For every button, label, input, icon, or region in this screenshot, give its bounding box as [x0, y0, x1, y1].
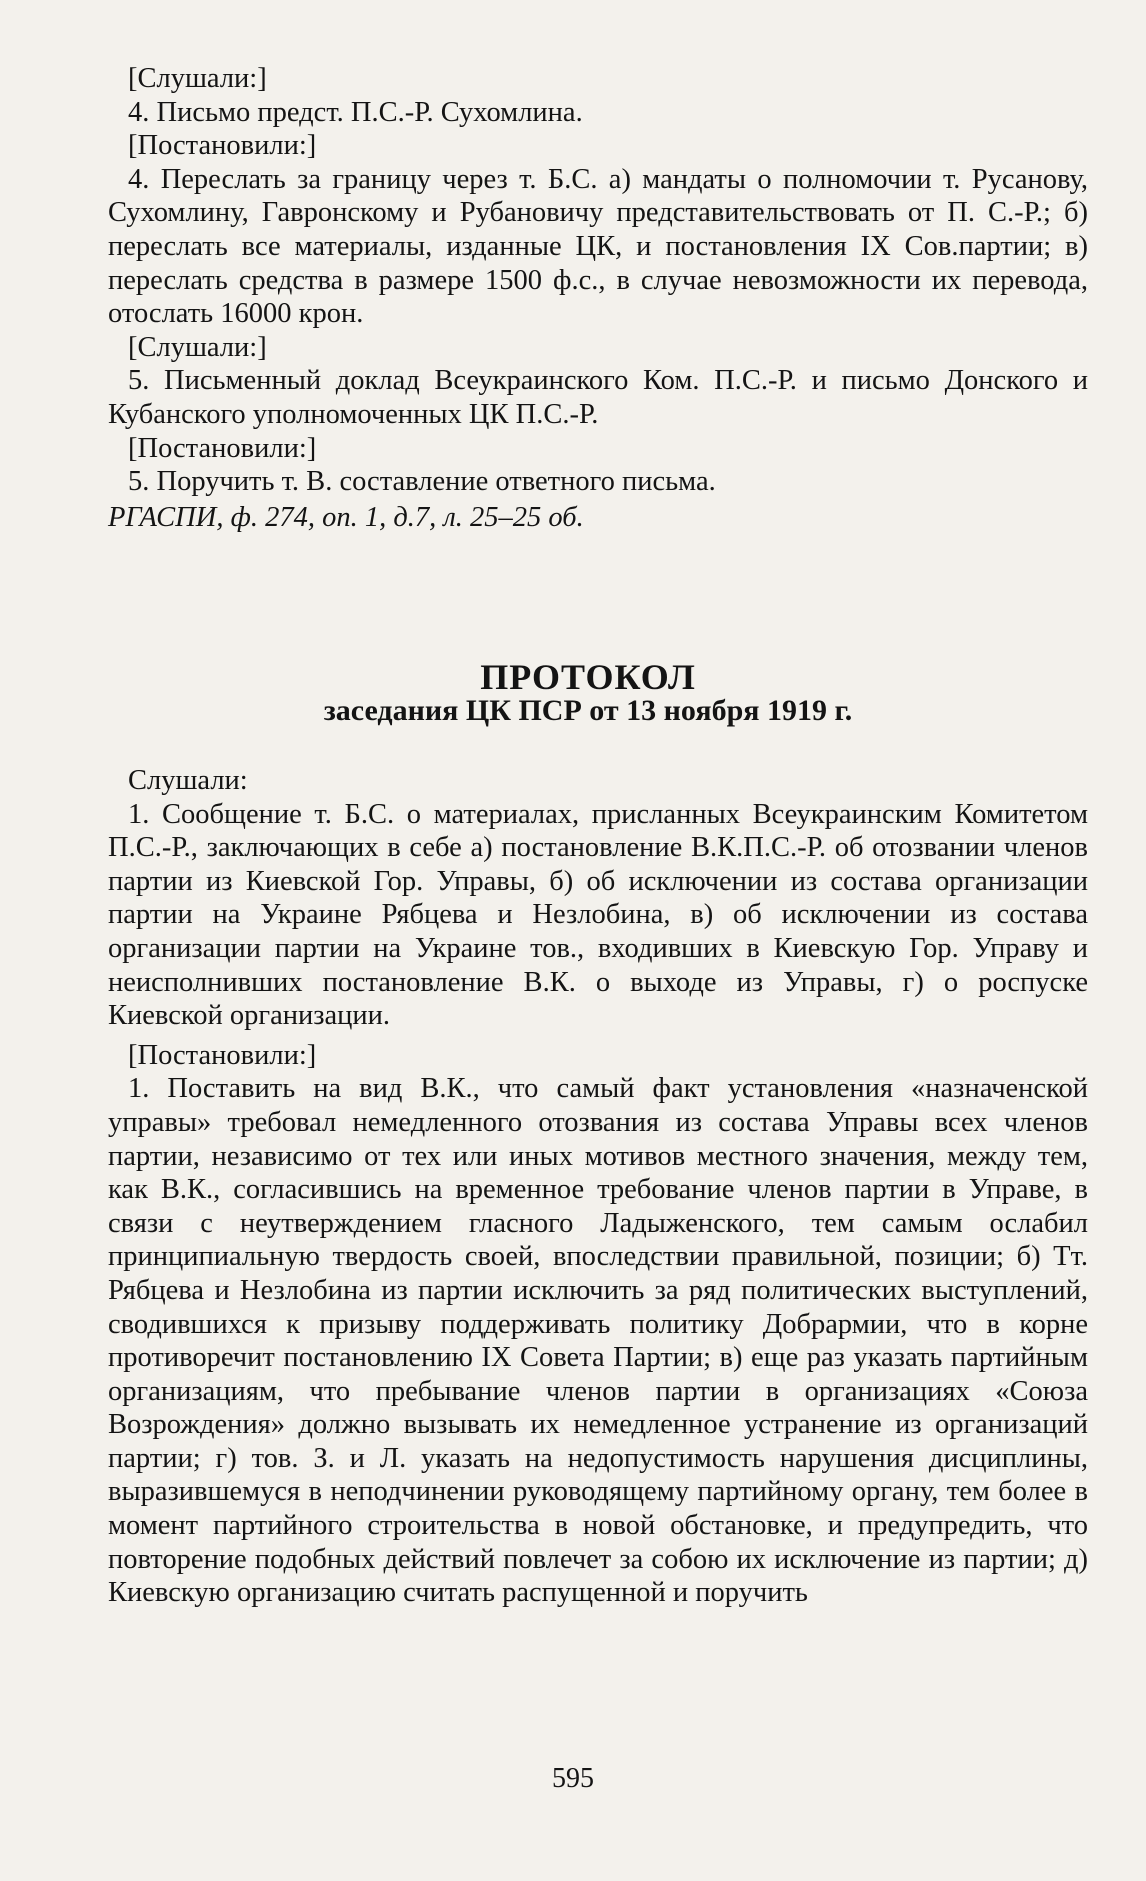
top-section — [108, 62, 1088, 534]
item-5-heard: 5. Письменный доклад Всеукраинского Ком. П.С.-Р. и письмо Донского и Кубанского уполномоченных ЦК П.С.-Р. — [108, 365, 1088, 430]
protocol-title: ПРОТОКОЛ — [480, 657, 696, 697]
resolved-label-3: [Постановили:] — [128, 1039, 317, 1071]
item-1-resolved: 1. Поставить на вид В.К., что самый факт установления «назначенской управы» требовал немедленного отозвания из состава Управы всех членов партии, независимо от тех или иных мотивов местного значения, между тем, как В.К., согласившись на временное требование членов партии в Управе, в связи с неутверждением гласного Ладыженского, тем самым ослабил принципиальную твердость своей, впоследствии правильной, позиции; б) Тт. Рябцева и Незлобина из партии исключить за ряд политических выступлений, сводившихся к призыву поддерживать политику Добрармии, что в корне противоречит постановлению IX Совета Партии; в) еще раз указать партийным организациям, что пребывание членов партии в организациях «Союза Возрождения» должно вызывать их немедленное устранение из организаций партии; г) тов. З. и Л. указать на недопустимость нарушения дисциплины, выразившемуся в неподчинении руководящему партийному органу, тем более в момент партийного строительства в новой обстановке, и предупредить, что повторение подобных действий повлечет за собою их исключение из партии; д) Киевскую организацию считать распущенной и поручить — [108, 1073, 1088, 1609]
item-5-resolved: 5. Поручить т. В. составление ответного письма. — [128, 466, 716, 498]
page-number: 595 — [552, 1763, 594, 1794]
resolved-label-2: [Постановили:] — [128, 432, 317, 464]
item-4-resolved: 4. Переслать за границу через т. Б.С. а) мандаты о полномочии т. Русанову, Сухомлину, Гавронскому и Рубановичу представительствовать от П. С.-Р.; б) переслать все материалы, изданные ЦК, и постановления IX Сов.партии; в) переслать средства в размере 1500 ф.с., в случае невозможности их перевода, отослать 16000 крон. — [108, 163, 1088, 330]
archive-source: РГАСПИ, ф. 274, оп. 1, д.7, л. 25–25 об. — [108, 501, 584, 533]
item-4-heard: 4. Письмо предст. П.С.-Р. Сухомлина. — [128, 96, 583, 128]
heard-label-2: [Слушали:] — [128, 331, 267, 363]
heard-label: [Слушали:] — [128, 63, 267, 94]
resolved-label: [Постановили:] — [128, 130, 317, 162]
protocol-subtitle: заседания ЦК ПСР от 13 ноября 1919 г. — [323, 694, 853, 727]
protocol-body — [108, 764, 1088, 1610]
heard-label-3: Слушали: — [128, 765, 248, 796]
item-1-heard: 1. Сообщение т. Б.С. о материалах, присланных Всеукраинским Комитетом П.С.-Р., заключающих в себе а) постановление В.К.П.С.-Р. об отозвании членов партии из Киевской Гор. Управы, б) об исключении из состава организации партии на Украине Рябцева и Незлобина, в) об исключении из состава организации партии на Украине тов., входивших в Киевскую Гор. Управу и неисполнивших постановление В.К. о выходе из Управы, г) о роспуске Киевской организации. — [108, 798, 1088, 1032]
